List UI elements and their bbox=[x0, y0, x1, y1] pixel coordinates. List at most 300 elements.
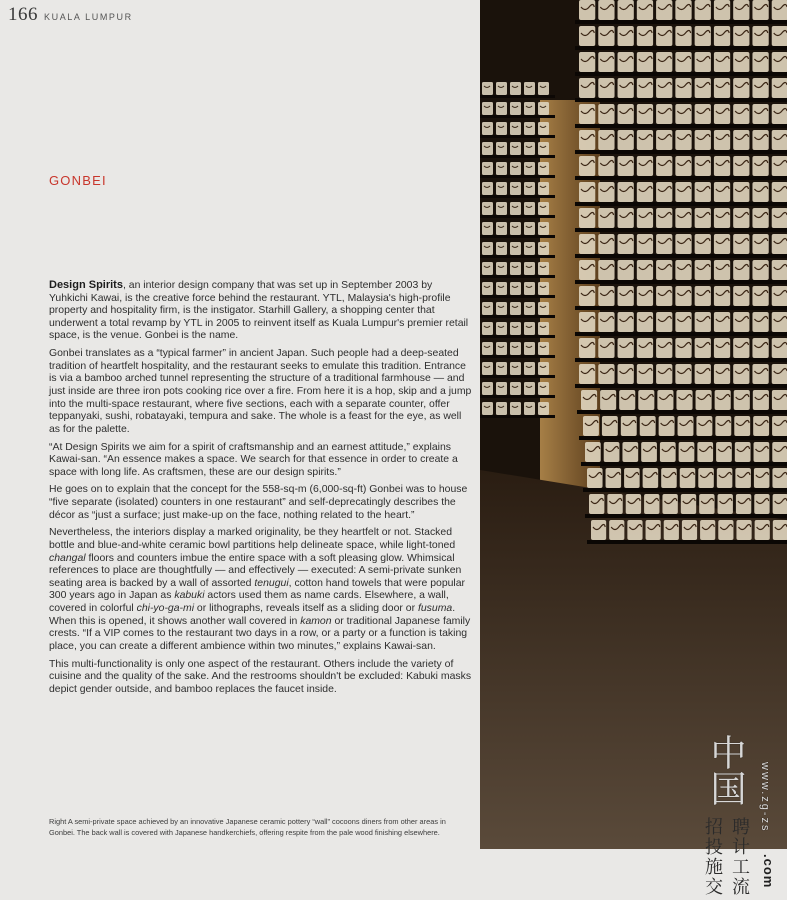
ceramic-cup bbox=[656, 286, 672, 306]
ceramic-cup bbox=[538, 342, 549, 355]
ceramic-cup bbox=[735, 442, 751, 462]
ceramic-cup bbox=[510, 322, 521, 335]
ceramic-cup bbox=[695, 312, 711, 332]
lead-in-design-spirits: Design Spirits bbox=[49, 279, 123, 291]
ceramic-cup bbox=[637, 364, 653, 384]
ceramic-cup bbox=[510, 342, 521, 355]
ceramic-cup bbox=[618, 364, 634, 384]
shelf bbox=[575, 254, 787, 258]
ceramic-cup bbox=[772, 312, 787, 332]
ceramic-cup bbox=[510, 122, 521, 135]
ceramic-cup bbox=[496, 342, 507, 355]
section-title: GONBEI bbox=[49, 173, 107, 188]
ceramic-cup bbox=[656, 78, 672, 98]
ceramic-cup bbox=[733, 104, 749, 124]
ceramic-cup bbox=[733, 338, 749, 358]
ceramic-cup bbox=[579, 364, 595, 384]
ceramic-cup bbox=[733, 52, 749, 72]
ceramic-cup bbox=[524, 182, 535, 195]
ceramic-cup bbox=[618, 130, 634, 150]
ceramic-cup bbox=[675, 182, 691, 202]
ceramic-cup bbox=[656, 260, 672, 280]
ceramic-cup bbox=[755, 520, 770, 540]
ceramic-cup bbox=[496, 302, 507, 315]
ceramic-cup bbox=[524, 282, 535, 295]
ceramic-cup bbox=[524, 302, 535, 315]
ceramic-cup bbox=[538, 182, 549, 195]
ceramic-cup bbox=[656, 208, 672, 228]
ceramic-cup bbox=[772, 0, 787, 20]
ceramic-cup bbox=[675, 312, 691, 332]
shelf bbox=[480, 235, 555, 238]
ceramic-cup bbox=[661, 468, 677, 488]
ceramic-cup bbox=[752, 156, 768, 176]
ceramic-cup bbox=[675, 130, 691, 150]
ceramic-cup bbox=[598, 260, 614, 280]
ceramic-cup bbox=[538, 162, 549, 175]
ceramic-cup bbox=[607, 494, 622, 514]
ceramic-cup bbox=[496, 322, 507, 335]
ceramic-cup bbox=[675, 156, 691, 176]
ceramic-cup bbox=[618, 52, 634, 72]
ceramic-cup bbox=[754, 494, 769, 514]
ceramic-cup bbox=[482, 402, 493, 415]
ceramic-cup bbox=[496, 222, 507, 235]
ceramic-cup bbox=[772, 442, 787, 462]
ceramic-cup bbox=[714, 78, 730, 98]
ceramic-cup bbox=[714, 286, 730, 306]
watermark-chinese-title: 中国 bbox=[705, 734, 746, 806]
ceramic-cup bbox=[579, 312, 595, 332]
ceramic-cup bbox=[675, 104, 691, 124]
ceramic-cup bbox=[696, 416, 712, 436]
ceramic-cup bbox=[675, 52, 691, 72]
ceramic-cup bbox=[581, 390, 597, 410]
ceramic-cup bbox=[637, 338, 653, 358]
ceramic-cup bbox=[695, 208, 711, 228]
ceramic-cup bbox=[598, 52, 614, 72]
ceramic-cup bbox=[496, 242, 507, 255]
ceramic-cup bbox=[510, 382, 521, 395]
shelf bbox=[575, 384, 787, 388]
ceramic-cup bbox=[697, 442, 713, 462]
shelf bbox=[575, 306, 787, 310]
ceramic-cup bbox=[752, 26, 768, 46]
ceramic-cup bbox=[579, 52, 595, 72]
ceramic-cup bbox=[510, 242, 521, 255]
watermark-chinese-small: 招 聘 投 计 施 工 交 流 bbox=[705, 817, 750, 898]
ceramic-cup bbox=[626, 494, 641, 514]
ceramic-cup bbox=[579, 104, 595, 124]
ceramic-cup bbox=[524, 402, 535, 415]
ceramic-cup bbox=[772, 78, 787, 98]
page-header bbox=[8, 4, 133, 24]
ceramic-cup bbox=[736, 494, 751, 514]
shelf bbox=[480, 295, 555, 298]
ceramic-cup bbox=[675, 26, 691, 46]
shelf bbox=[575, 280, 787, 284]
ceramic-cup bbox=[656, 130, 672, 150]
ceramic-cup bbox=[618, 234, 634, 254]
watermark-url: www.zg-zs bbox=[759, 762, 771, 833]
ceramic-cup bbox=[510, 202, 521, 215]
ceramic-cup bbox=[695, 364, 711, 384]
ceramic-cup bbox=[538, 322, 549, 335]
ceramic-cup bbox=[618, 156, 634, 176]
ceramic-cup bbox=[646, 520, 661, 540]
ceramic-cup bbox=[589, 494, 604, 514]
ceramic-cup bbox=[714, 234, 730, 254]
ceramic-cup bbox=[752, 104, 768, 124]
ceramic-cup bbox=[772, 156, 787, 176]
ceramic-cup bbox=[496, 142, 507, 155]
ceramic-cup bbox=[579, 26, 595, 46]
paragraph-1: Design Spirits, an interior design company that was set up in September 2003 by Yuhkichi Kawai, is the creative force behind the restaurant. YTL, Malaysia's high-profile property and hospitality firm, is the instigator. Starhill Gallery, a shopping center that underwent a total revamp by YTL in 2005 to reinvent itself as Kuala Lumpur's premier retail space, is the venue. Gonbei is the name. bbox=[49, 279, 469, 342]
ceramic-cup bbox=[695, 78, 711, 98]
ceramic-cup bbox=[624, 468, 640, 488]
ceramic-cup bbox=[579, 0, 595, 20]
ceramic-cup bbox=[524, 142, 535, 155]
ceramic-cup bbox=[538, 142, 549, 155]
ceramic-cup bbox=[538, 382, 549, 395]
ceramic-cup bbox=[752, 312, 768, 332]
ceramic-cup bbox=[524, 362, 535, 375]
shelf bbox=[575, 202, 787, 206]
ceramic-cup bbox=[752, 182, 768, 202]
ceramic-cup bbox=[656, 182, 672, 202]
ceramic-cup bbox=[715, 390, 731, 410]
ceramic-cup bbox=[675, 208, 691, 228]
ceramic-cup bbox=[714, 26, 730, 46]
ceramic-cup bbox=[734, 416, 750, 436]
ceramic-cup bbox=[585, 442, 601, 462]
ceramic-cup bbox=[638, 390, 654, 410]
ceramic-cup bbox=[733, 0, 749, 20]
ceramic-cup bbox=[482, 82, 493, 95]
ceramic-cup bbox=[482, 262, 493, 275]
ceramic-cup bbox=[583, 416, 599, 436]
ceramic-cup bbox=[618, 0, 634, 20]
ceramic-cup bbox=[496, 262, 507, 275]
ceramic-cup bbox=[662, 494, 677, 514]
paragraph-6: This multi-functionality is only one aspect of the restaurant. Others include the variety of cuisine and the quality of the sake. And the restrooms shouldn't be excluded: Kabuki masks depict gender outside, and bamboo replaces the faucet inside. bbox=[49, 658, 472, 695]
ceramic-cup bbox=[699, 494, 714, 514]
term-kabuki: kabuki bbox=[174, 590, 205, 602]
shelf bbox=[480, 275, 555, 278]
ceramic-cup bbox=[752, 364, 768, 384]
ceramic-cup bbox=[598, 130, 614, 150]
ceramic-cup bbox=[700, 520, 715, 540]
ceramic-cup bbox=[716, 442, 732, 462]
ceramic-cup bbox=[772, 338, 787, 358]
ceramic-cup bbox=[510, 162, 521, 175]
ceramic-cup bbox=[496, 202, 507, 215]
shelf bbox=[480, 255, 555, 258]
ceramic-cup bbox=[637, 312, 653, 332]
shelf bbox=[480, 215, 555, 218]
ceramic-cup bbox=[675, 286, 691, 306]
ceramic-cup bbox=[752, 78, 768, 98]
ceramic-cup bbox=[695, 104, 711, 124]
ceramic-cup bbox=[660, 442, 676, 462]
ceramic-cup bbox=[698, 468, 714, 488]
ceramic-cup bbox=[656, 104, 672, 124]
ceramic-cup bbox=[733, 182, 749, 202]
ceramic-wall-illustration bbox=[480, 0, 787, 849]
ceramic-cup bbox=[754, 468, 770, 488]
shelf bbox=[480, 155, 555, 158]
ceramic-cup bbox=[598, 234, 614, 254]
ceramic-cup bbox=[714, 0, 730, 20]
ceramic-cup bbox=[496, 82, 507, 95]
ceramic-cup bbox=[510, 302, 521, 315]
ceramic-cup bbox=[695, 338, 711, 358]
term-fusuma: fusuma bbox=[417, 603, 453, 614]
ceramic-cup bbox=[772, 468, 787, 488]
ceramic-cup bbox=[695, 234, 711, 254]
ceramic-cup bbox=[678, 416, 694, 436]
photo-caption: Right A semi-private space achieved by an innovative Japanese ceramic pottery “wall” cocoons diners from other areas in Gonbei. The back wall is covered with Japanese handkerchiefs, offering respite from the pale wood finishing elsewhere. bbox=[49, 817, 446, 837]
ceramic-cup bbox=[482, 222, 493, 235]
shelf bbox=[575, 98, 787, 102]
ceramic-cup bbox=[772, 390, 787, 410]
ceramic-cup bbox=[579, 234, 595, 254]
ceramic-cup bbox=[753, 416, 769, 436]
ceramic-cup bbox=[538, 102, 549, 115]
ceramic-cup bbox=[772, 104, 787, 124]
shelf bbox=[575, 72, 787, 76]
ceramic-cup bbox=[772, 234, 787, 254]
article-body bbox=[49, 279, 473, 702]
ceramic-cup bbox=[753, 390, 769, 410]
ceramic-cup bbox=[772, 26, 787, 46]
ceramic-cup bbox=[637, 130, 653, 150]
ceramic-cup bbox=[717, 468, 733, 488]
term-chi-yo-ga-mi: chi-yo-ga-mi bbox=[136, 603, 195, 614]
ceramic-cup bbox=[587, 468, 603, 488]
ceramic-cup bbox=[752, 338, 768, 358]
ceramic-cup bbox=[600, 390, 616, 410]
ceramic-cup bbox=[680, 468, 696, 488]
ceramic-cup bbox=[695, 52, 711, 72]
ceramic-cup bbox=[752, 52, 768, 72]
shelf bbox=[575, 358, 787, 362]
ceramic-cup bbox=[733, 26, 749, 46]
shelf bbox=[480, 175, 555, 178]
ceramic-cup bbox=[598, 338, 614, 358]
ceramic-cup bbox=[482, 242, 493, 255]
ceramic-cup bbox=[637, 104, 653, 124]
ceramic-cup bbox=[733, 364, 749, 384]
shelf bbox=[480, 395, 555, 398]
ceramic-cup bbox=[510, 262, 521, 275]
ceramic-cup bbox=[679, 442, 695, 462]
ceramic-cup bbox=[618, 104, 634, 124]
ceramic-cup bbox=[538, 262, 549, 275]
watermark bbox=[703, 734, 787, 900]
ceramic-cup bbox=[482, 302, 493, 315]
ceramic-cup bbox=[695, 0, 711, 20]
ceramic-cup bbox=[772, 182, 787, 202]
term-tenugui: tenugui bbox=[254, 577, 289, 589]
ceramic-cup bbox=[656, 26, 672, 46]
ceramic-cup bbox=[524, 322, 535, 335]
ceramic-cup bbox=[524, 242, 535, 255]
ceramic-cup bbox=[733, 286, 749, 306]
ceramic-cup bbox=[773, 520, 787, 540]
ceramic-cup bbox=[637, 156, 653, 176]
ceramic-cup bbox=[618, 78, 634, 98]
ceramic-cup bbox=[618, 286, 634, 306]
ceramic-cup bbox=[695, 130, 711, 150]
ceramic-cup bbox=[482, 162, 493, 175]
shelf bbox=[480, 375, 555, 378]
ceramic-cup bbox=[496, 102, 507, 115]
ceramic-cup bbox=[659, 416, 675, 436]
ceramic-cup bbox=[718, 520, 733, 540]
ceramic-cup bbox=[538, 302, 549, 315]
ceramic-cup bbox=[637, 26, 653, 46]
term-kamon: kamon bbox=[300, 615, 332, 627]
ceramic-cup bbox=[538, 122, 549, 135]
ceramic-cup bbox=[754, 442, 770, 462]
watermark-dotcom: .com bbox=[761, 854, 776, 889]
ceramic-cup bbox=[752, 286, 768, 306]
ceramic-cup bbox=[681, 494, 696, 514]
ceramic-cup bbox=[714, 156, 730, 176]
ceramic-cup bbox=[598, 208, 614, 228]
ceramic-cup bbox=[772, 416, 787, 436]
ceramic-cup bbox=[637, 260, 653, 280]
ceramic-cup bbox=[604, 442, 620, 462]
ceramic-cup bbox=[714, 312, 730, 332]
ceramic-cup bbox=[524, 122, 535, 135]
ceramic-cup bbox=[676, 390, 692, 410]
ceramic-cup bbox=[752, 208, 768, 228]
ceramic-cup bbox=[538, 222, 549, 235]
paragraph-4: He goes on to explain that the concept for the 558-sq-m (6,000-sq-ft) Gonbei was to house “five separate (isolated) counters in one restaurant” and self-deprecatingly describes the décor as “just a surface; just make-up on the face, nothing related to the heart.” bbox=[49, 484, 468, 521]
ceramic-cup bbox=[733, 156, 749, 176]
ceramic-cup bbox=[510, 402, 521, 415]
shelf bbox=[480, 115, 555, 118]
ceramic-cup bbox=[675, 0, 691, 20]
ceramic-cup bbox=[637, 0, 653, 20]
ceramic-cup bbox=[735, 468, 751, 488]
ceramic-cup bbox=[598, 312, 614, 332]
ceramic-cup bbox=[510, 222, 521, 235]
ceramic-cup bbox=[733, 234, 749, 254]
ceramic-cup bbox=[733, 130, 749, 150]
ceramic-cup bbox=[695, 156, 711, 176]
shelf bbox=[480, 135, 555, 138]
ceramic-cup bbox=[482, 362, 493, 375]
ceramic-cup bbox=[482, 322, 493, 335]
ceramic-cup bbox=[482, 142, 493, 155]
shelf bbox=[575, 20, 787, 24]
paragraph-3: “At Design Spirits we aim for a spirit of craftsmanship and an earnest attitude,” explains Kawai-san. “An essence makes a space. We search for that essence in order to create a space with long life. As craftsmen, these are our design spirits.” bbox=[49, 441, 458, 478]
ceramic-cup bbox=[637, 234, 653, 254]
shelf bbox=[575, 150, 787, 154]
ceramic-cup bbox=[715, 416, 731, 436]
ceramic-cup bbox=[482, 102, 493, 115]
ceramic-cup bbox=[733, 312, 749, 332]
ceramic-cup bbox=[496, 402, 507, 415]
ceramic-cup bbox=[524, 382, 535, 395]
shelf bbox=[575, 228, 787, 232]
restaurant-photo bbox=[480, 0, 787, 849]
ceramic-cup bbox=[718, 494, 733, 514]
ceramic-cup bbox=[675, 260, 691, 280]
ceramic-cup bbox=[618, 260, 634, 280]
ceramic-cup bbox=[622, 442, 638, 462]
ceramic-cup bbox=[579, 182, 595, 202]
ceramic-cup bbox=[656, 338, 672, 358]
shelf bbox=[480, 355, 555, 358]
ceramic-cup bbox=[598, 26, 614, 46]
ceramic-cup bbox=[538, 282, 549, 295]
ceramic-cup bbox=[664, 520, 679, 540]
ceramic-cup bbox=[524, 342, 535, 355]
shelf bbox=[575, 332, 787, 336]
ceramic-cup bbox=[637, 52, 653, 72]
ceramic-cup bbox=[772, 260, 787, 280]
ceramic-cup bbox=[579, 78, 595, 98]
ceramic-cup bbox=[496, 362, 507, 375]
ceramic-cup bbox=[538, 242, 549, 255]
ceramic-cup bbox=[538, 82, 549, 95]
ceramic-cup bbox=[510, 182, 521, 195]
shelf bbox=[480, 315, 555, 318]
page-number: 166 bbox=[8, 4, 38, 25]
ceramic-cup bbox=[538, 202, 549, 215]
ceramic-cup bbox=[496, 282, 507, 295]
ceramic-cup bbox=[482, 282, 493, 295]
paragraph-2: Gonbei translates as a “typical farmer” in ancient Japan. Such people had a deep-seated tradition of heartfelt hospitality, and the restaurant seeks to emulate this tradition. Entrance is via a bamboo arched tunnel representing the structure of a traditional farmhouse — and just inside are three iron pots cooking rice over a fire. From here it is a hop, skip and a jump into the multi-space restaurant, where five sections, each with a separate counter, offer teppanyaki, sushi, robatayaki, tempura and sake. The whole is a feast for the eye, as well as for the palette. bbox=[49, 348, 472, 435]
ceramic-cup bbox=[682, 520, 697, 540]
ceramic-cup bbox=[656, 156, 672, 176]
ceramic-cup bbox=[733, 78, 749, 98]
shelf bbox=[480, 95, 555, 98]
shelf bbox=[577, 410, 787, 414]
ceramic-cup bbox=[656, 0, 672, 20]
ceramic-cup bbox=[637, 182, 653, 202]
ceramic-cup bbox=[675, 364, 691, 384]
shelf bbox=[575, 46, 787, 50]
paragraph-5: Nevertheless, the interiors display a marked originality, be they heartfelt or not. Stacked bottle and blue-and-white ceramic bowl partitions help delineate space, while light-toned changal floors and counters imbue the entire space with a soft pleasing glow. Whimsical references to place are thoughtfully — and effectively — executed: A semi-private sunken seating area is backed by a wall of assorted tenugui, cotton hand towels that were popular 300 years ago in Japan as kabuki actors used them as name cards. Elsewhere, a wall, covered in colorful chi-yo-ga-mi or lithographs, reveals itself as a sliding door or fusuma. When this is opened, it shows another wall covered in kamon or traditional Japanese family crests. “If a VIP comes to the restaurant two days in a row, or a party or a function is taking place, you can create a different ambience within two minutes,” explains Kawai-san. bbox=[49, 527, 471, 652]
ceramic-cup bbox=[656, 234, 672, 254]
ceramic-cup bbox=[733, 208, 749, 228]
ceramic-cup bbox=[510, 142, 521, 155]
ceramic-cup bbox=[524, 82, 535, 95]
ceramic-cup bbox=[657, 390, 673, 410]
running-head: KUALA LUMPUR bbox=[44, 12, 133, 22]
term-changal: changal bbox=[49, 552, 86, 564]
ceramic-cup bbox=[637, 208, 653, 228]
ceramic-cup bbox=[656, 52, 672, 72]
ceramic-cup bbox=[538, 362, 549, 375]
ceramic-cup bbox=[602, 416, 618, 436]
ceramic-cup bbox=[496, 182, 507, 195]
ceramic-cup bbox=[510, 282, 521, 295]
ceramic-cup bbox=[482, 122, 493, 135]
ceramic-cup bbox=[598, 286, 614, 306]
ceramic-cup bbox=[482, 182, 493, 195]
ceramic-cup bbox=[524, 222, 535, 235]
ceramic-cup bbox=[714, 338, 730, 358]
ceramic-cup bbox=[524, 162, 535, 175]
ceramic-cup bbox=[579, 156, 595, 176]
ceramic-cup bbox=[606, 468, 622, 488]
